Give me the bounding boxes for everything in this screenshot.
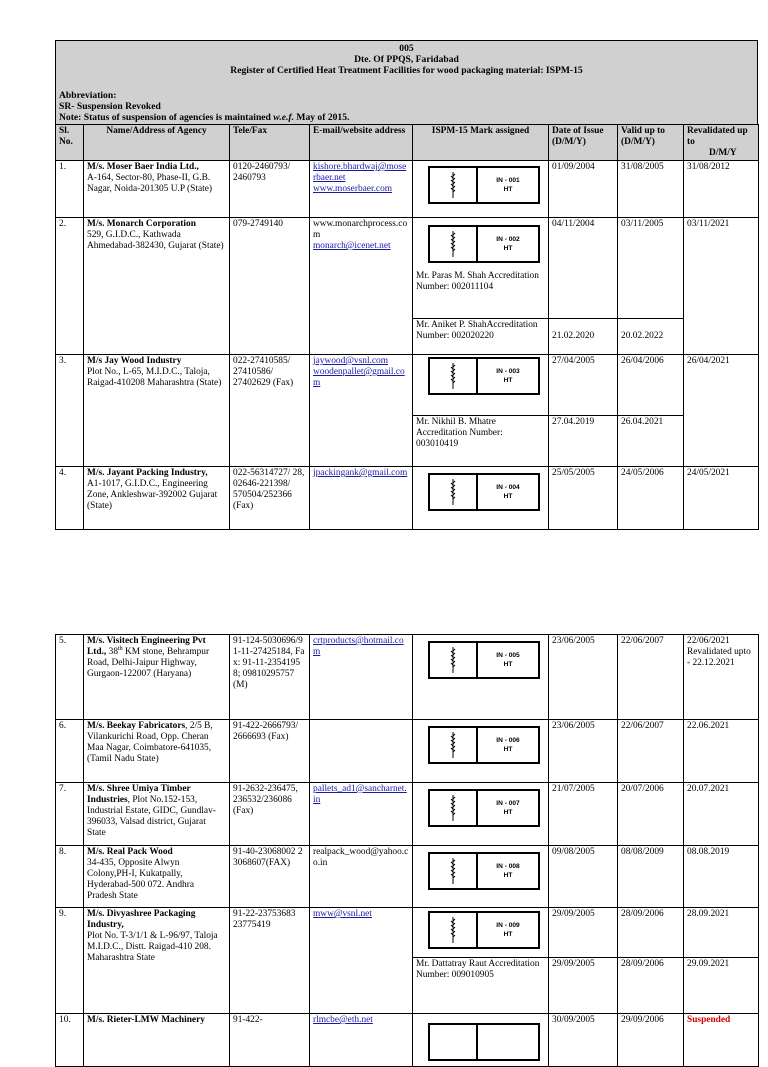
email-cell	[310, 783, 413, 846]
issue-date: 23/06/2005	[549, 720, 618, 783]
agency-cell: M/s. Jayant Packing Industry, A1-1017, G.I.D.C., Engineering Zone, Ankleshwar-392002 Gujarat (State)	[84, 467, 230, 530]
table-row	[56, 467, 759, 530]
issue-date: 09/08/2005	[549, 846, 618, 908]
document-header	[55, 40, 758, 124]
valid-date: 28/09/2006	[618, 908, 684, 958]
ispm-mark	[428, 1023, 540, 1061]
issue-date: 30/09/2005	[549, 1014, 618, 1067]
abbreviation-heading: Abbreviation:	[59, 90, 117, 101]
valid-date: 26/04/2006	[618, 355, 684, 416]
email-link[interactable]: crtproducts@hotmail.com	[313, 636, 404, 657]
mark-cell	[413, 783, 549, 846]
tel-cell: 91-422-2666793/ 2666693 (Fax)	[230, 720, 310, 783]
agency-cell: M/s Jay Wood Industry Plot No., L-65, M.I.D.C., Taloja, Raigad-410208 Maharashtra (State)	[84, 355, 230, 467]
valid-date: 22/06/2007	[618, 720, 684, 783]
email-link[interactable]: jaywood@vsnl.com	[313, 356, 389, 366]
mark-cell	[413, 467, 549, 530]
valid-date: 31/08/2005	[618, 161, 684, 218]
wheat-ear-icon	[448, 646, 458, 674]
row-sl: 4.	[56, 467, 84, 530]
email-cell: realpack_wood@yahoo.co.in	[310, 846, 413, 908]
col-issue: Date of Issue (D/M/Y)	[549, 125, 618, 161]
row-sl: 5.	[56, 635, 84, 720]
email-link[interactable]: monarch@icenet.net	[313, 241, 391, 251]
agency-cell: M/s. Beekay Fabricators, 2/5 B, Vilankurichi Road, Opp. Cheran Maa Nagar, Coimbatore-641035, (Tamil Nadu State)	[84, 720, 230, 783]
ispm-mark: IN - 007 HT	[428, 789, 540, 827]
register-title: Register of Certified Heat Treatment Facilities for wood packaging material: ISPM-15	[230, 65, 583, 76]
mark-cell	[413, 355, 549, 416]
accreditation-text: Mr. Paras M. Shah Accreditation Number: 002011104	[416, 271, 539, 292]
row-sl: 9.	[56, 908, 84, 1014]
agency-cell: M/s. Monarch Corporation 529, G.I.D.C., Kathwada Ahmedabad-382430, Gujarat (State)	[84, 218, 230, 355]
wheat-ear-icon	[448, 857, 458, 885]
issue-date: 01/09/2004	[549, 161, 618, 218]
issue-date: 27/04/2005	[549, 355, 618, 416]
row-sl: 3.	[56, 355, 84, 467]
ispm-mark: IN - 003 HT	[428, 357, 540, 395]
valid-date: 22/06/2007	[618, 635, 684, 720]
reval-date: 22/06/2021 Revalidated upto - 22.12.2021	[684, 635, 759, 720]
email-link[interactable]: jpackingank@gmail.com	[313, 468, 408, 478]
ispm-mark: IN - 005 HT	[428, 641, 540, 679]
status-note: Note: Status of suspension of agencies is maintained w.e.f. May of 2015.	[59, 112, 350, 123]
valid-date: 20.02.2022	[618, 319, 684, 355]
issue-date: 27.04.2019	[549, 416, 618, 467]
tel-cell: 022-56314727/ 28, 02646-221398/ 570504/252366 (Fax)	[230, 467, 310, 530]
col-reval: Revalidated up to D/M/Y	[684, 125, 759, 161]
ispm-mark: IN - 002 HT	[428, 225, 540, 263]
reval-date: 22.06.2021	[684, 720, 759, 783]
valid-date: 24/05/2006	[618, 467, 684, 530]
agency-cell: M/s. Shree Umiya Timber Industries, Plot No.152-153, Industrial Estate, GIDC, Gundlav-396033, Valsad district, Gujarat State	[84, 783, 230, 846]
col-sl: Sl. No.	[56, 125, 84, 161]
accreditation-text: Mr. Nikhil B. Mhatre Accreditation Number: 003010419	[413, 416, 549, 467]
reval-date: 29.09.2021	[684, 958, 759, 1014]
website-link[interactable]: www.moserbaer.com	[313, 184, 393, 194]
reval-date: 31/08/2012	[684, 161, 759, 218]
email-cell	[310, 908, 413, 1014]
valid-date: 29/09/2006	[618, 1014, 684, 1067]
reval-date: 28.09.2021	[684, 908, 759, 958]
issue-date: 29/09/2005	[549, 958, 618, 1014]
ispm-mark: IN - 004 HT	[428, 473, 540, 511]
agency-cell: M/s. Rieter-LMW Machinery	[84, 1014, 230, 1067]
mark-cell	[413, 1014, 549, 1067]
table-row	[56, 218, 759, 319]
agency-cell: M/s. Visitech Engineering Pvt Ltd., 38th KM stone, Behrampur Road, Delhi-Jaipur Highway, Gurgaon-122007 (Haryana)	[84, 635, 230, 720]
email-cell	[310, 1014, 413, 1067]
reval-date: 26/04/2021	[684, 355, 759, 467]
tel-cell: 91-2632-236475, 236532/236086 (Fax)	[230, 783, 310, 846]
tel-cell: 0120-2460793/ 2460793	[230, 161, 310, 218]
mark-cell	[413, 635, 549, 720]
row-sl: 7.	[56, 783, 84, 846]
row-sl: 1.	[56, 161, 84, 218]
valid-date: 26.04.2021	[618, 416, 684, 467]
table-row	[56, 908, 759, 958]
accreditation-text: Mr. Aniket P. ShahAccreditation Number: 002020220	[413, 319, 549, 355]
org-name: Dte. Of PPQS, Faridabad	[354, 54, 459, 65]
issue-date: 21/07/2005	[549, 783, 618, 846]
col-mark: ISPM-15 Mark assigned	[413, 125, 549, 161]
email-link[interactable]: pallets_ad1@sancharnet.in	[313, 784, 407, 805]
email-link[interactable]: mww@vsnl.net	[313, 909, 372, 919]
email-cell	[310, 635, 413, 720]
email-link[interactable]: rlmcbe@eth.net	[313, 1015, 373, 1025]
table-row	[56, 161, 759, 218]
table-row	[56, 846, 759, 908]
wheat-ear-icon	[448, 794, 458, 822]
col-email: E-mail/website address	[310, 125, 413, 161]
reval-date: 24/05/2021	[684, 467, 759, 530]
valid-date: 20/07/2006	[618, 783, 684, 846]
table-row	[56, 635, 759, 720]
table-header-row	[56, 125, 759, 161]
tel-cell: 91-22-23753683 23775419	[230, 908, 310, 1014]
mark-cell	[413, 161, 549, 218]
issue-date: 04/11/2004	[549, 218, 618, 319]
email-link-2[interactable]: woodenpallet@gmail.com	[313, 367, 405, 388]
issue-date: 21.02.2020	[549, 319, 618, 355]
mark-cell	[413, 720, 549, 783]
email-cell	[310, 467, 413, 530]
wheat-ear-icon	[448, 478, 458, 506]
table-row	[56, 783, 759, 846]
ispm-mark: IN - 009 HT	[428, 911, 540, 949]
row-sl: 8.	[56, 846, 84, 908]
tel-cell: 91-40-23068002 23068607(FAX)	[230, 846, 310, 908]
agency-cell: M/s. Real Pack Wood 34-435, Opposite Alwyn Colony,PH-I, Kukatpally, Hyderabad-500 072. Andhra Pradesh State	[84, 846, 230, 908]
reval-date: 20.07.2021	[684, 783, 759, 846]
facilities-table-2	[55, 634, 759, 1067]
wheat-ear-icon	[448, 171, 458, 199]
agency-cell: M/s. Divyashree Packaging Industry, Plot No. T-3/1/1 & L-96/97, Taloja M.I.D.C., Distt. Raigad-410 208. Maharashtra State	[84, 908, 230, 1014]
abbreviation-sr: SR- Suspension Revoked	[59, 101, 161, 112]
mark-cell	[413, 908, 549, 958]
ispm-mark: IN - 001 HT	[428, 166, 540, 204]
tel-cell: 079-2749140	[230, 218, 310, 355]
wheat-ear-icon	[448, 362, 458, 390]
accreditation-text: Mr. Dattatray Raut Accreditation Number: 009010905	[413, 958, 549, 1014]
email-cell	[310, 355, 413, 467]
col-tel: Tele/Fax	[230, 125, 310, 161]
wheat-ear-icon	[448, 731, 458, 759]
email-link[interactable]: kishore.bhardwaj@moserbaer.net	[313, 162, 407, 183]
email-cell	[310, 218, 413, 355]
reval-date: 08.08.2019	[684, 846, 759, 908]
status-suspended: Suspended	[684, 1014, 759, 1067]
page-number: 005	[399, 43, 414, 54]
table-row	[56, 1014, 759, 1067]
row-sl: 6.	[56, 720, 84, 783]
wheat-ear-icon	[448, 230, 458, 258]
tel-cell: 91-124-5030696/91-11-27425184, Fax: 91-11-23541958; 09810295757 (M)	[230, 635, 310, 720]
col-valid: Valid up to (D/M/Y)	[618, 125, 684, 161]
col-name: Name/Address of Agency	[84, 125, 230, 161]
row-sl: 10.	[56, 1014, 84, 1067]
register-section-1	[55, 40, 758, 530]
facilities-table-1	[55, 124, 759, 530]
agency-cell: M/s. Moser Baer India Ltd., A-164, Sector-80, Phase-II, G.B. Nagar, Noida-201305 U.P (State)	[84, 161, 230, 218]
ispm-mark: IN - 006 HT	[428, 726, 540, 764]
issue-date: 25/05/2005	[549, 467, 618, 530]
reval-date: 03/11/2021	[684, 218, 759, 355]
email-cell	[310, 161, 413, 218]
table-row	[56, 355, 759, 416]
issue-date: 23/06/2005	[549, 635, 618, 720]
email-cell	[310, 720, 413, 783]
ispm-mark: IN - 008 HT	[428, 852, 540, 890]
tel-cell: 91-422-	[230, 1014, 310, 1067]
issue-date: 29/09/2005	[549, 908, 618, 958]
valid-date: 08/08/2009	[618, 846, 684, 908]
row-sl: 2.	[56, 218, 84, 355]
register-section-2	[55, 634, 758, 1067]
valid-date: 03/11/2005	[618, 218, 684, 319]
website-text: www.monarchprocess.com	[313, 219, 408, 240]
mark-cell	[413, 218, 549, 319]
mark-cell	[413, 846, 549, 908]
table-row	[56, 720, 759, 783]
tel-cell: 022-27410585/ 27410586/ 27402629 (Fax)	[230, 355, 310, 467]
wheat-ear-icon	[448, 916, 458, 944]
valid-date: 28/09/2006	[618, 958, 684, 1014]
